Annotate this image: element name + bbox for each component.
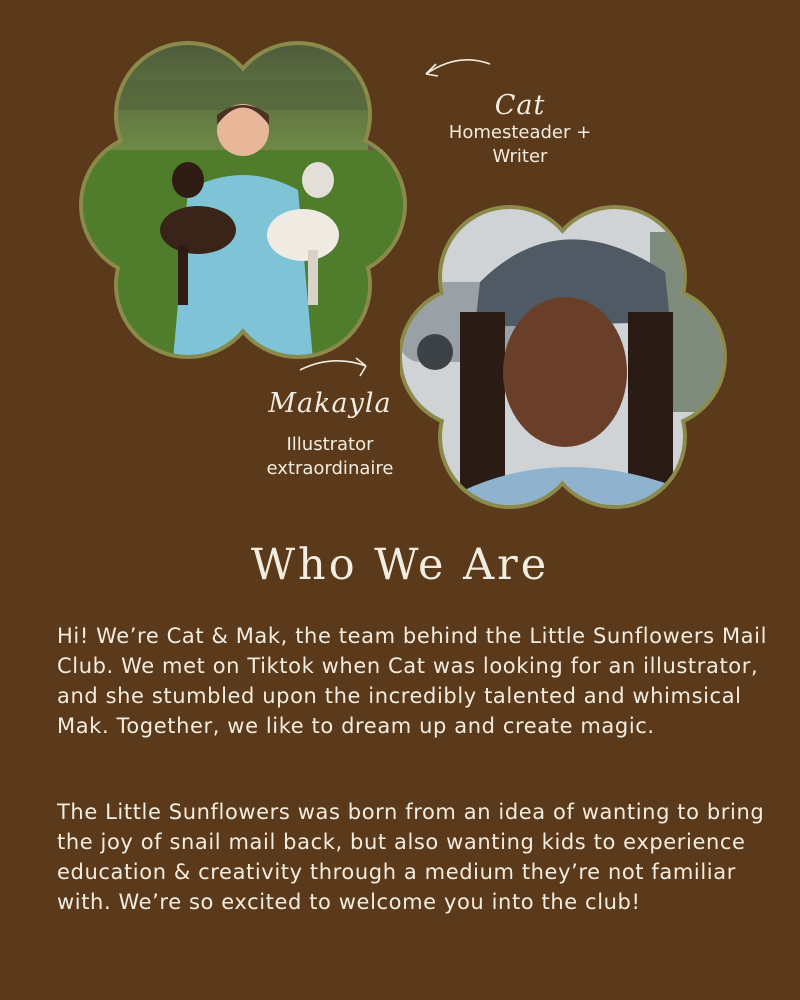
mission-paragraph: The Little Sunflowers was born from an idea of wanting to bring the joy of snail mail back, but also wanting kids to experience education & creativity through a medium they’re not familiar with. We’re so excited to welcome you into the club! bbox=[57, 800, 765, 914]
makayla-photo bbox=[400, 202, 730, 512]
cat-photo bbox=[78, 40, 408, 360]
arrow-to-cat-icon bbox=[418, 54, 498, 84]
page-title: Who We Are bbox=[250, 540, 550, 590]
cat-role-line1: Homesteader + bbox=[448, 122, 592, 143]
cat-role-line2: Writer bbox=[492, 146, 548, 167]
cat-caption bbox=[430, 90, 610, 169]
arrow-to-makayla-icon bbox=[296, 352, 376, 382]
makayla-name: Makayla bbox=[268, 388, 392, 419]
intro-paragraph: Hi! We’re Cat & Mak, the team behind the Little Sunflowers Mail Club. We met on Tiktok when Cat was looking for an illustrator, and she stumbled upon the incredibly talented and whimsical Mak. Together, we like to dream up and create magic. bbox=[57, 624, 768, 738]
makayla-caption bbox=[235, 388, 425, 481]
makayla-role-line2: extraordinaire bbox=[266, 458, 394, 479]
cat-name: Cat bbox=[494, 90, 546, 121]
makayla-role-line1: Illustrator bbox=[286, 434, 374, 455]
